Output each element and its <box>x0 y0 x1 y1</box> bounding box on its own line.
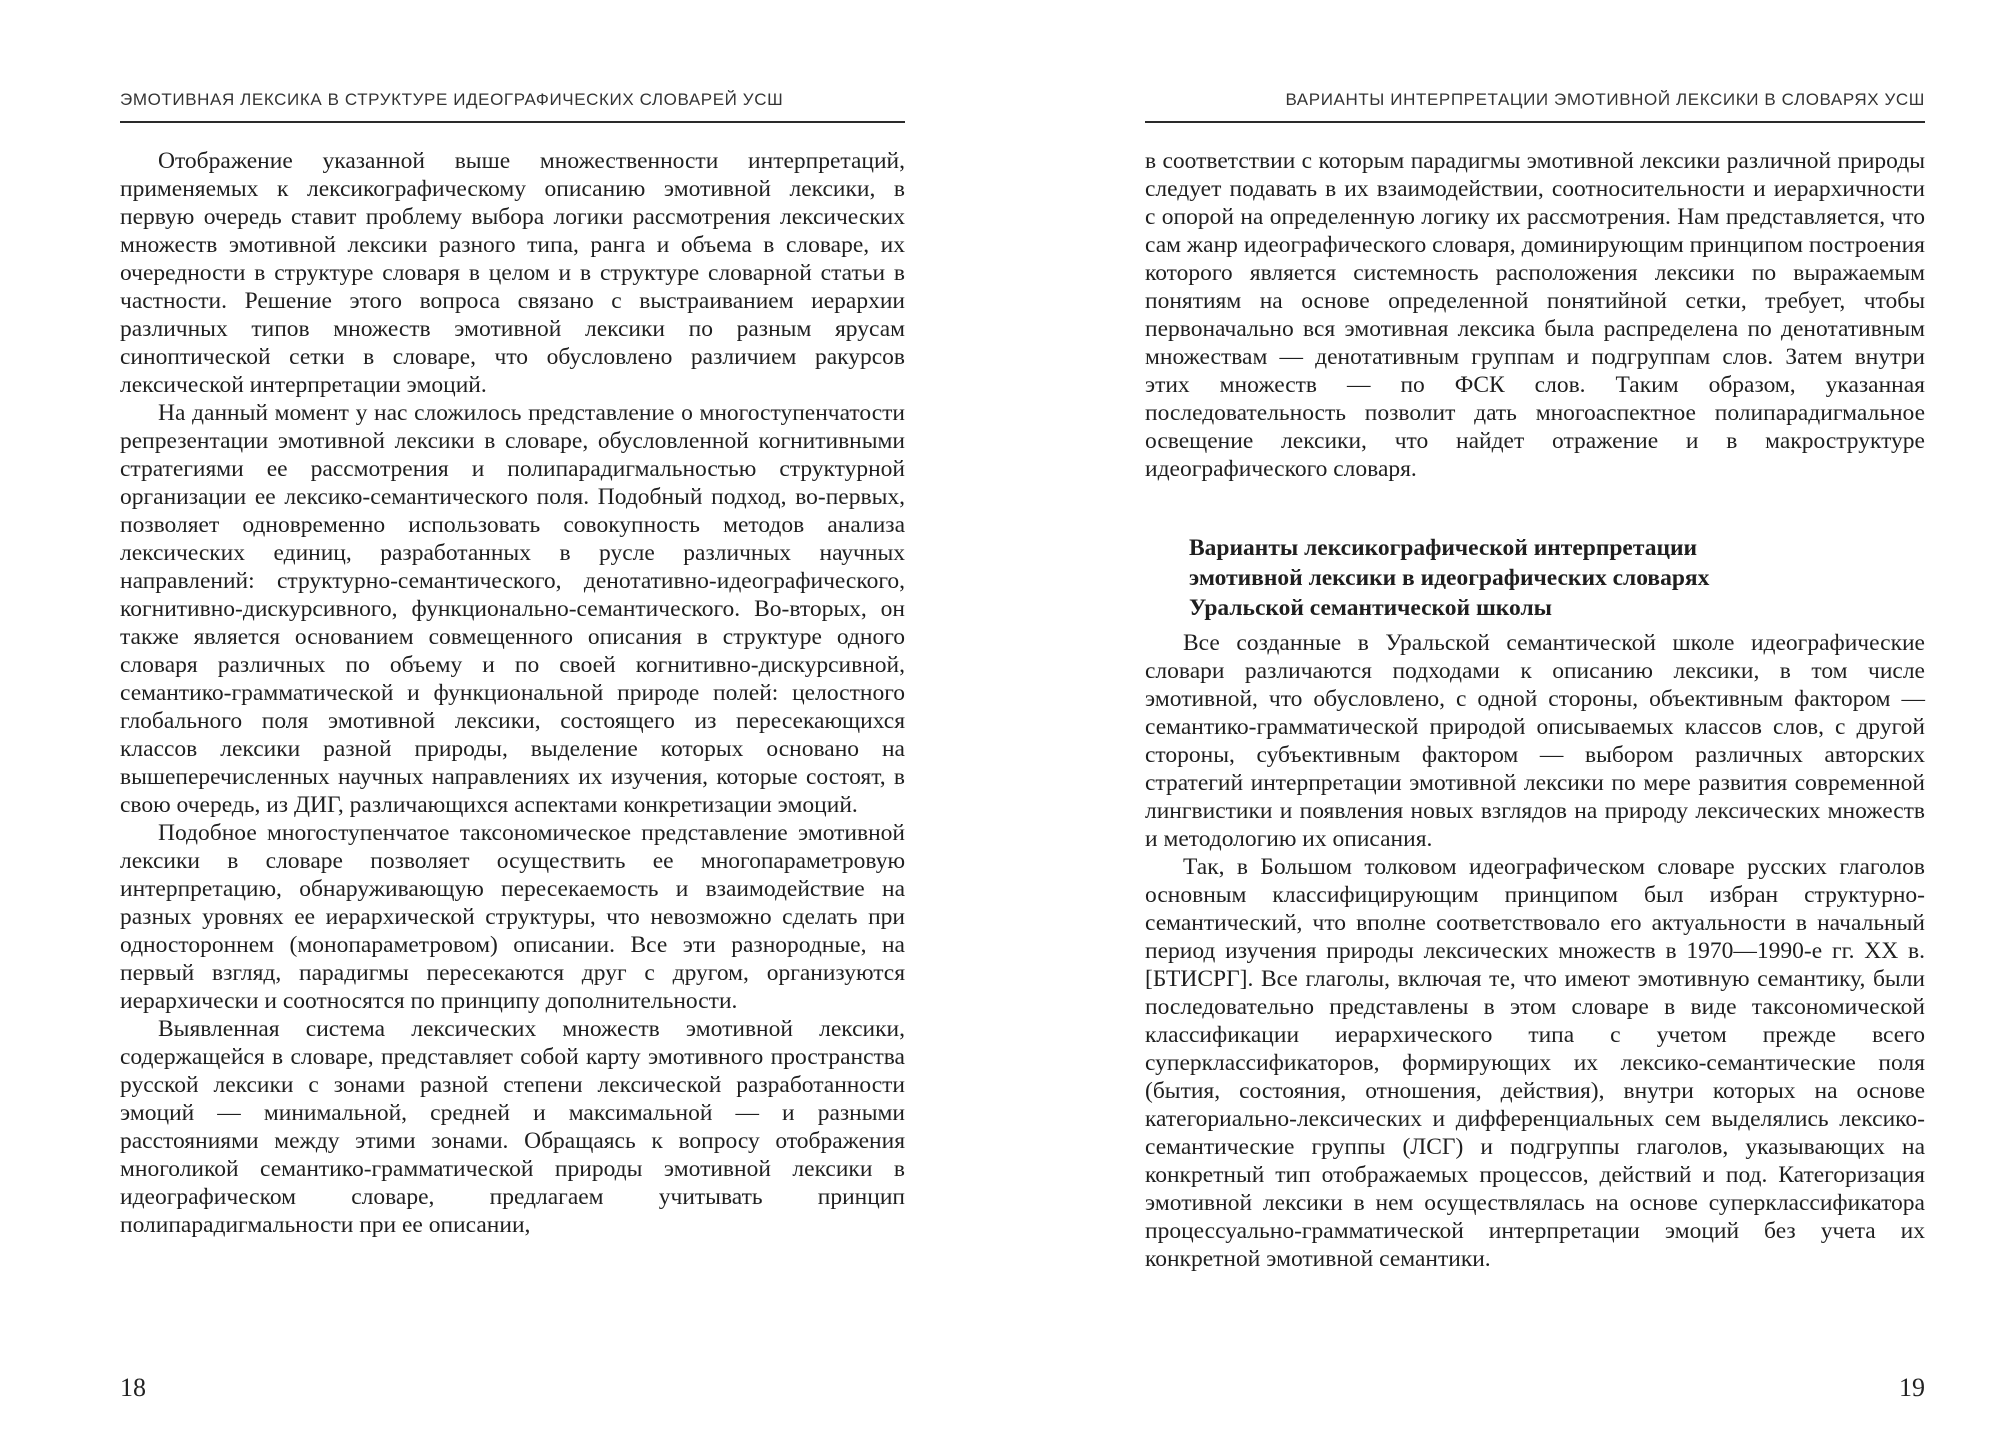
section-heading-line: эмотивной лексики в идеографических словарях <box>1189 565 1710 591</box>
section-heading-line: Уральской семантической школы <box>1189 595 1552 621</box>
left-page-body <box>120 147 905 1239</box>
page-number-right: 19 <box>1899 1373 1925 1402</box>
paragraph: Выявленная система лексических множеств эмотивной лексики, содержащейся в словаре, представляет собой карту эмотивного пространства русской лексики с зонами разной степени лексической разработанности эмоций — минимальной, средней и максимальной — и разными расстояниями между этими зонами. Обращаясь к вопросу отображения многоликой семантико-грамматической природы эмотивной лексики в идеографическом словаре, предлагаем учитывать принцип полипарадигмальности при ее описании, <box>120 1016 905 1238</box>
paragraph-continuation: в соответствии с которым парадигмы эмотивной лексики различной природы следует подавать в их взаимодействии, соотносительности и иерархичности с опорой на определенную логику их рассмотрения. Нам представляется, что сам жанр идеографического словаря, доминирующим принципом построения которого является системность расположения лексики по выражаемым понятиям на основе определенной понятийной сетки, требует, чтобы первоначально вся эмотивная лексика была распределена по денотативным множествам — денотативным группам и подгруппам слов. Затем внутри этих множеств — по ФСК слов. Таким образом, указанная последовательность позволит дать многоаспектное полипарадигмальное освещение лексики, что найдет отражение и в макроструктуре идеографического словаря. <box>1145 148 1925 482</box>
paragraph: Отображение указанной выше множественности интерпретаций, применяемых к лексикографическому описанию эмотивной лексики, в первую очередь ставит проблему выбора логики рассмотрения лексических множеств эмотивной лексики разного типа, ранга и объема в словаре, их очередности в структуре словаря в целом и в структуре словарной статьи в частности. Решение этого вопроса связано с выстраиванием иерархии различных типов множеств эмотивной лексики по разным ярусам синоптической сетки в словаре, что обусловлено различием ракурсов лексической интерпретации эмоций. <box>120 148 905 398</box>
running-head-right: ВАРИАНТЫ ИНТЕРПРЕТАЦИИ ЭМОТИВНОЙ ЛЕКСИКИ В СЛОВАРЯХ УСШ <box>1285 90 1925 109</box>
header-rule-left <box>120 121 905 123</box>
right-page-body <box>1145 147 1925 1273</box>
section-heading-line: Варианты лексикографической интерпретации <box>1189 535 1698 561</box>
paragraph: Подобное многоступенчатое таксономическое представление эмотивной лексики в словаре позволяет осуществить ее многопараметровую интерпретацию, обнаруживающую пересекаемость и взаимодействие на разных уровнях ее иерархической структуры, что невозможно сделать при одностороннем (монопараметровом) описании. Все эти разнородные, на первый взгляд, парадигмы пересекаются друг с другом, организуются иерархически и соотносятся по принципу дополнительности. <box>120 820 905 1014</box>
right-page <box>1145 0 1925 1440</box>
header-rule-right <box>1145 121 1925 123</box>
paragraph: Так, в Большом толковом идеографическом словаре русских глаголов основным классифицирующим принципом был избран структурно-семантический, что вполне соответствовало его актуальности в начальный период изучения природы лексических множеств в 1970—1990-е гг. XX в. [БТИСРГ]. Все глаголы, включая те, что имеют эмотивную семантику, были последовательно представлены в этом словаре в виде таксономической классификации иерархического типа с учетом прежде всего суперклассификаторов, формирующих их лексико-семантические поля (бытия, состояния, отношения, действия), внутри которых на основе категориально-лексических и дифференциальных сем выделялись лексико-семантические группы (ЛСГ) и подгруппы глаголов, указывающих на конкретный тип отображаемых процессов, действий и под. Категоризация эмотивной лексики в нем осуществлялась на основе суперклассификатора процессуально-грамматической интерпретации эмоций без учета их конкретной эмотивной семантики. <box>1145 854 1925 1272</box>
page-number-left: 18 <box>120 1373 146 1402</box>
paragraph: На данный момент у нас сложилось представление о многоступенчатости репрезентации эмотивной лексики в словаре, обусловленной когнитивными стратегиями ее рассмотрения и полипарадигмальностью структурной организации ее лексико-семантического поля. Подобный подход, во-первых, позволяет одновременно использовать совокупность методов анализа лексических единиц, разработанных в русле различных научных направлений: структурно-семантического, денотативно-идеографического, когнитивно-дискурсивного, функционально-семантического. Во-вторых, он также является основанием совмещенного описания в структуре одного словаря различных по объему и по своей когнитивно-дискурсивной, семантико-грамматической и функциональной природе полей: целостного глобального поля эмотивной лексики, состоящего из пересекающихся классов лексики разной природы, выделение которых основано на вышеперечисленных научных направлениях их изучения, которые состоят, в свою очередь, из ДИГ, различающихся аспектами конкретизации эмоций. <box>120 400 905 818</box>
running-head-left: ЭМОТИВНАЯ ЛЕКСИКА В СТРУКТУРЕ ИДЕОГРАФИЧЕСКИХ СЛОВАРЕЙ УСШ <box>120 90 784 109</box>
paragraph: Все созданные в Уральской семантической школе идеографические словари различаются подходами к описанию лексики, в том числе эмотивной, что обусловлено, с одной стороны, объективным фактором — семантико-грамматической природой описываемых классов слов, с другой стороны, субъективным фактором — выбором различных авторских стратегий интерпретации эмотивной лексики по мере развития современной лингвистики и появления новых взглядов на природу лексических множеств и методологию их описания. <box>1145 630 1925 852</box>
section-heading <box>1189 533 1925 623</box>
left-page <box>120 0 905 1440</box>
